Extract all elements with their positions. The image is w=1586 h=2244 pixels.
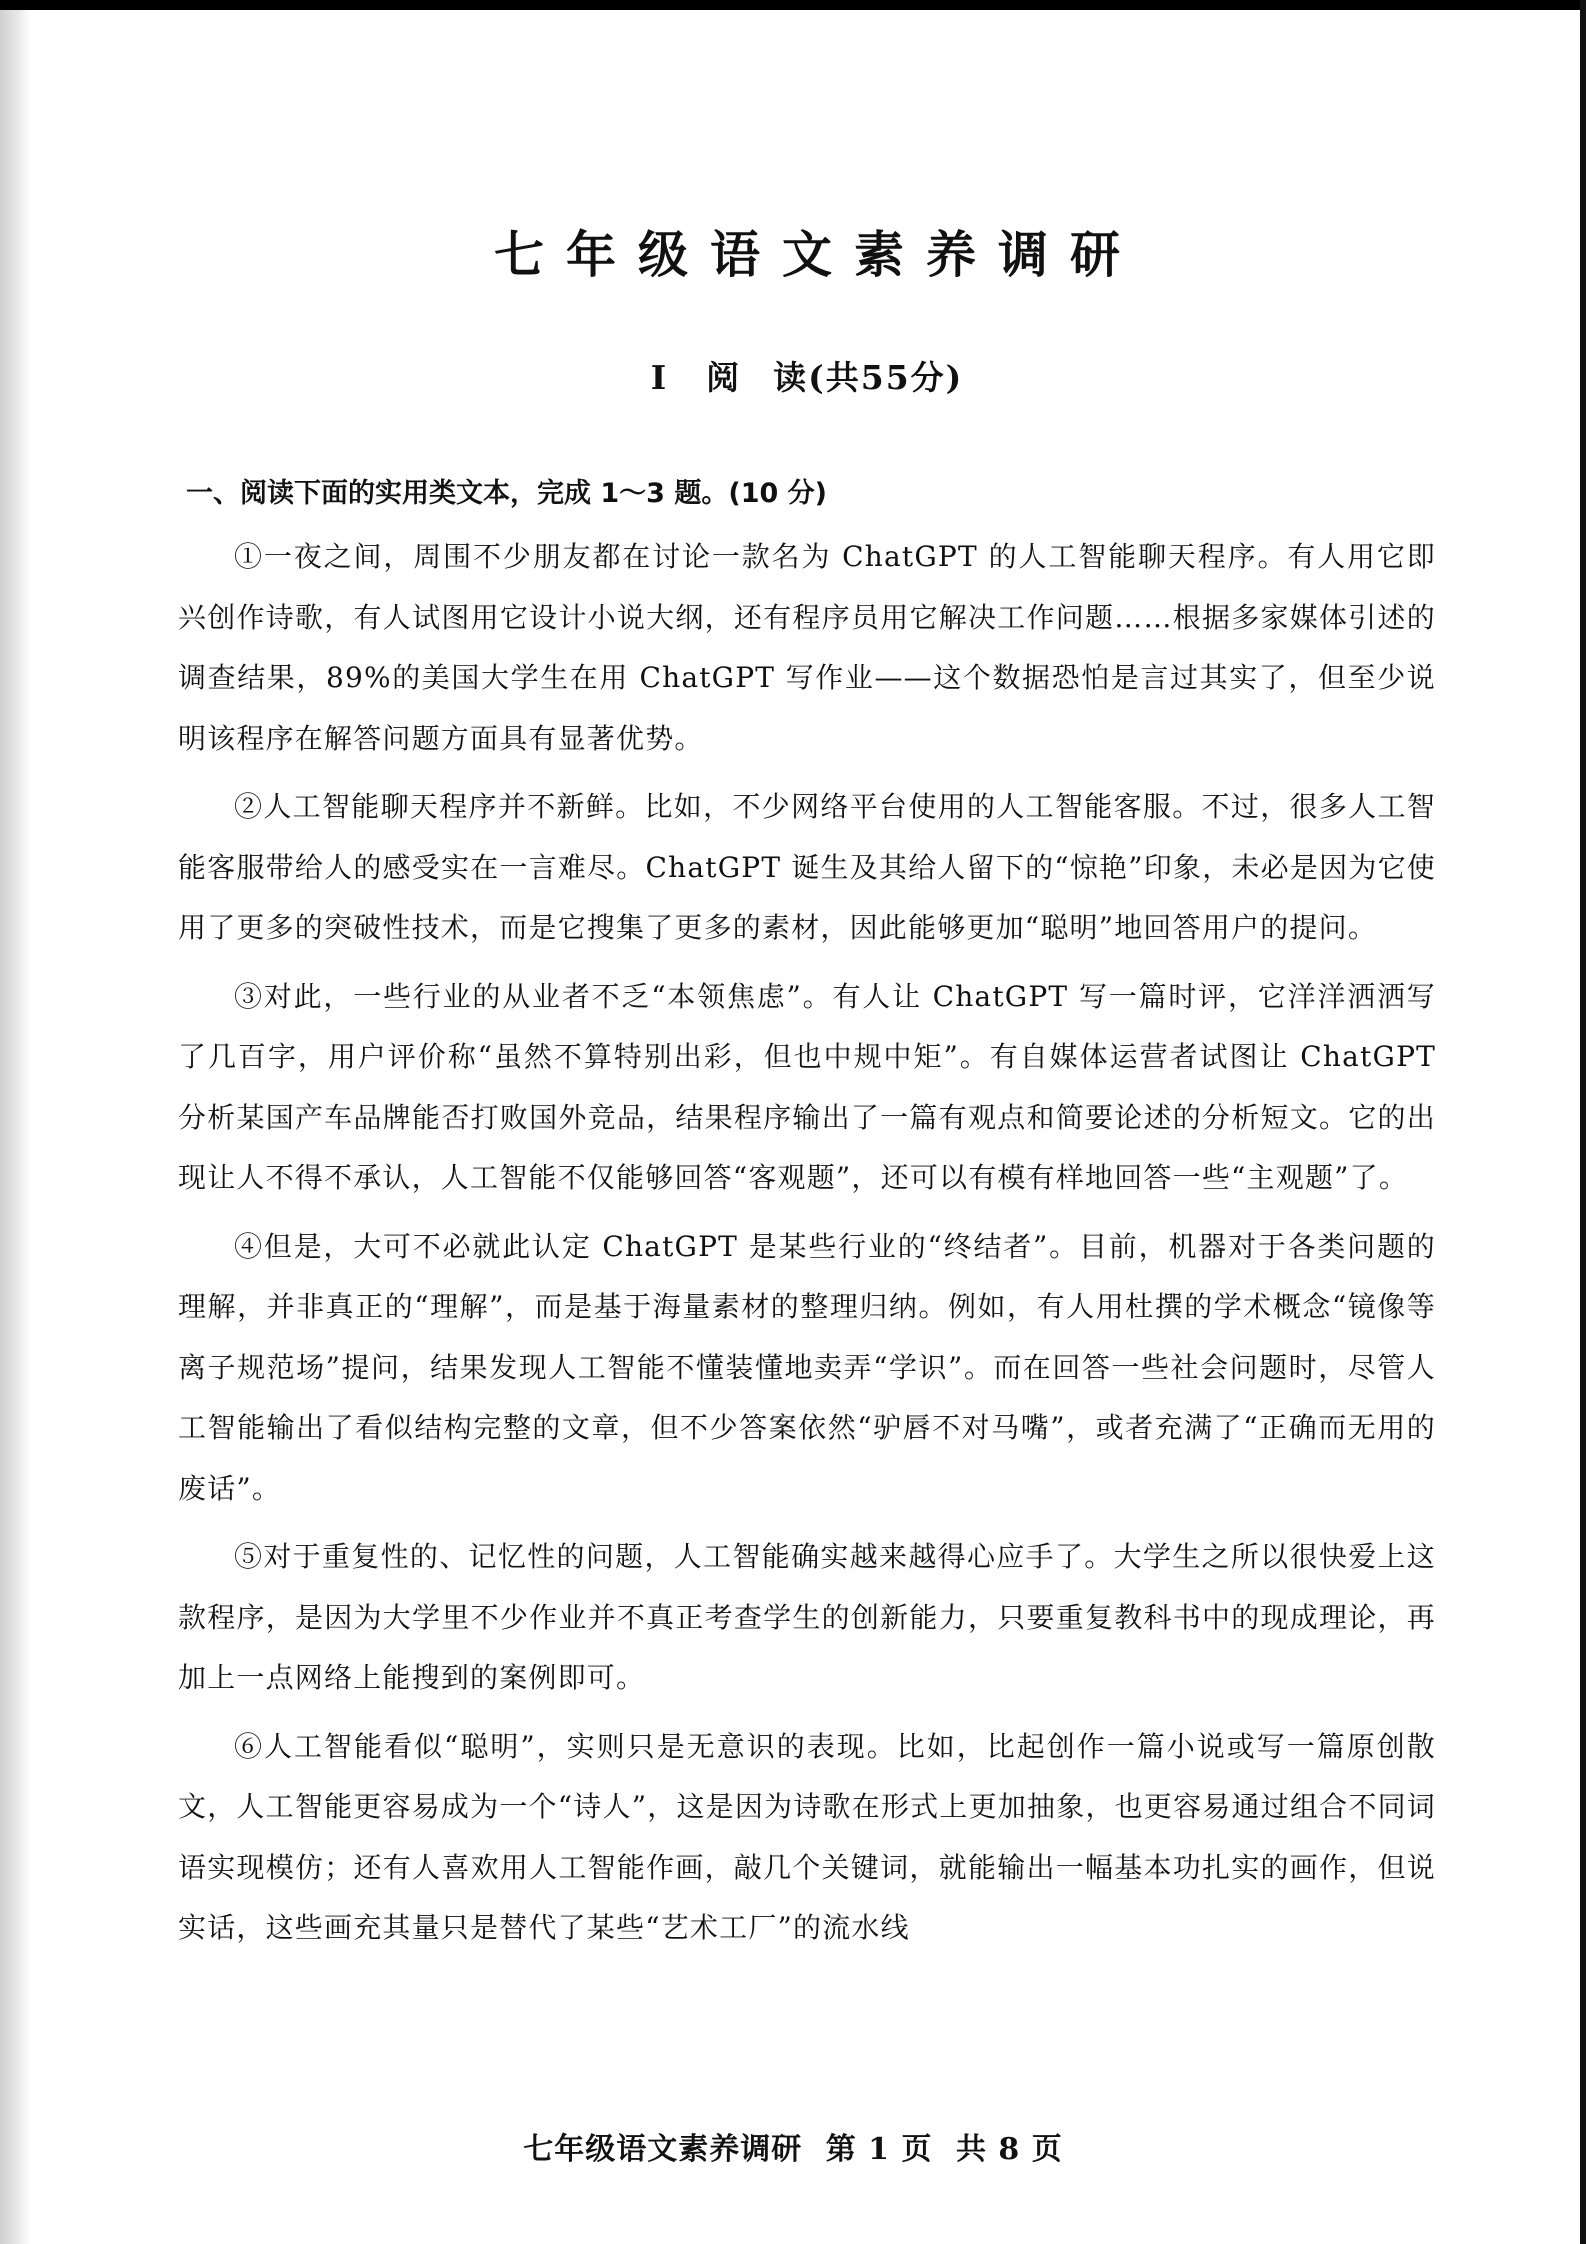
exam-page: [178, 200, 1436, 1959]
footer-page-number: 第 1 页: [825, 2132, 933, 2167]
page-footer: [0, 2124, 1586, 2168]
question-heading: 一、阅读下面的实用类文本，完成 1～3 题。(10 分): [186, 478, 828, 509]
paragraph-6: ⑥人工智能看似“聪明”，实则只是无意识的表现。比如，比起创作一篇小说或写一篇原创散文，人工智能更容易成为一个“诗人”，这是因为诗歌在形式上更加抽象，也更容易通过组合不同词语实现模仿；还有人喜欢用人工智能作画，敲几个关键词，就能输出一幅基本功扎实的画作，但说实话，这些画充其量只是替代了某些“艺术工厂”的流水线: [178, 1729, 1436, 1944]
section-word-2: 读: [773, 358, 809, 397]
section-word-1: 阅: [706, 358, 742, 397]
paragraph-4: ④但是，大可不必就此认定 ChatGPT 是某些行业的“终结者”。目前，机器对于各类问题的理解，并非真正的“理解”，而是基于海量素材的整理归纳。例如，有人用杜撰的学术概念“镜像等离子规范场”提问，结果发现人工智能不懂装懂地卖弄“学识”。而在回答一些社会问题时，尽管人工智能输出了看似结构完整的文章，但不少答案依然“驴唇不对马嘴”，或者充满了“正确而无用的废话”。: [178, 1229, 1436, 1505]
scan-edge-right: [1580, 0, 1586, 2244]
exam-title: 七年级语文素养调研: [494, 225, 1142, 284]
section-score: (共55分): [808, 358, 964, 397]
scan-shadow-left: [0, 0, 30, 2244]
section-heading: [178, 353, 1436, 403]
scan-edge-top: [0, 0, 1586, 10]
paragraph-5: ⑤对于重复性的、记忆性的问题，人工智能确实越来越得心应手了。大学生之所以很快爱上这款程序，是因为大学里不少作业并不真正考查学生的创新能力，只要重复教科书中的现成理论，再加上一点网络上能搜到的案例即可。: [178, 1540, 1436, 1694]
footer-doc-name: 七年级语文素养调研: [523, 2132, 803, 2167]
section-numeral: I: [650, 358, 669, 397]
paragraph-2: ②人工智能聊天程序并不新鲜。比如，不少网络平台使用的人工智能客服。不过，很多人工智能客服带给人的感受实在一言难尽。ChatGPT 诞生及其给人留下的“惊艳”印象，未必是因为它使用了更多的突破性技术，而是它搜集了更多的素材，因此能够更加“聪明”地回答用户的提问。: [178, 790, 1436, 944]
paragraph-1: ①一夜之间，周围不少朋友都在讨论一款名为 ChatGPT 的人工智能聊天程序。有人用它即兴创作诗歌，有人试图用它设计小说大纲，还有程序员用它解决工作问题……根据多家媒体引述的调查结果，89%的美国大学生在用 ChatGPT 写作业——这个数据恐怕是言过其实了，但至少说明该程序在解答问题方面具有显著优势。: [178, 540, 1436, 755]
footer-page-total: 共 8 页: [955, 2132, 1063, 2167]
paragraph-3: ③对此，一些行业的从业者不乏“本领焦虑”。有人让 ChatGPT 写一篇时评，它洋洋洒洒写了几百字，用户评价称“虽然不算特别出彩，但也中规中矩”。有自媒体运营者试图让 ChatGPT 分析某国产车品牌能否打败国外竞品，结果程序输出了一篇有观点和简要论述的分析短文。它的出现让人不得不承认，人工智能不仅能够回答“客观题”，还可以有模有样地回答一些“主观题”了。: [178, 979, 1436, 1194]
